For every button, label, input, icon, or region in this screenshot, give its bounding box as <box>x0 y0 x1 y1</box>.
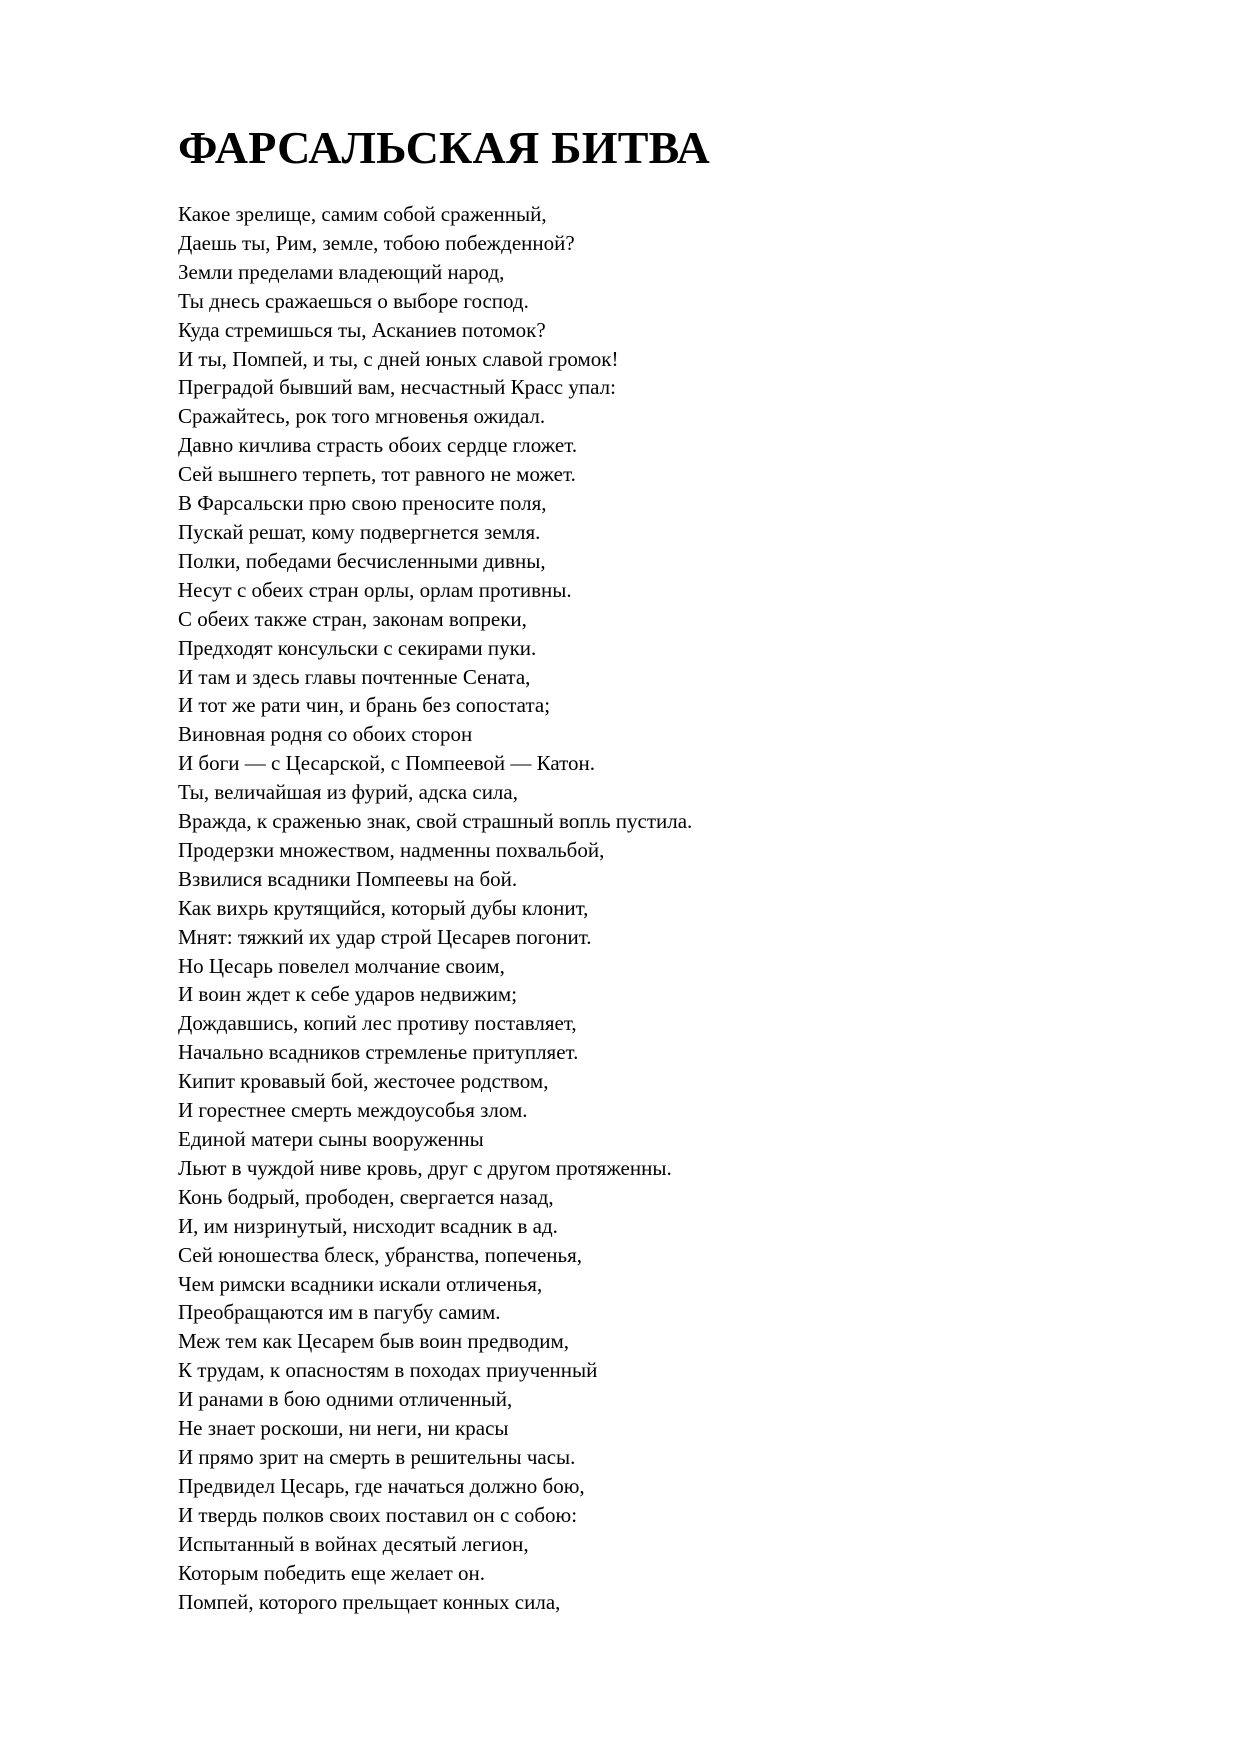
verse-line: Сражайтесь, рок того мгновенья ожидал. <box>178 404 546 429</box>
verse-line: Вражда, к сраженью знак, свой страшный вопль пустила. <box>178 809 693 834</box>
verse-line: Несут с обеих стран орлы, орлам противны. <box>178 577 572 602</box>
verse-line: Преградой бывший вам, несчастный Красс упал: <box>178 375 616 400</box>
verse-line: Конь бодрый, прободен, свергается назад, <box>178 1184 554 1209</box>
verse-line: Начально всадников стремленье притупляет. <box>178 1040 579 1065</box>
verse-line: Преобращаются им в пагубу самим. <box>178 1300 501 1325</box>
verse-line: Как вихрь крутящийся, который дубы клонит, <box>178 895 589 920</box>
poem-body <box>178 200 1178 1616</box>
verse-line: Кипит кровавый бой, жесточее родством, <box>178 1069 549 1094</box>
verse-line: Виновная родня со обоих сторон <box>178 722 473 747</box>
verse-line: Какое зрелище, самим собой сраженный, <box>178 202 547 226</box>
verse-line: И ты, Помпей, и ты, с дней юных славой громок! <box>178 346 619 371</box>
verse-line: Льют в чуждой ниве кровь, друг с другом протяженны. <box>178 1155 672 1180</box>
verse-line: Меж тем как Цесарем быв воин предводим, <box>178 1329 569 1354</box>
verse-line: В Фарсальски прю свою преносите поля, <box>178 491 547 516</box>
verse-line: Сей юношества блеск, убранства, попеченья, <box>178 1242 583 1267</box>
poem-title: ФАРСАЛЬСКАЯ БИТВА <box>178 122 710 173</box>
verse-line: Мнят: тяжкий их удар строй Цесарев погонит. <box>178 924 592 949</box>
verse-line: Ты днесь сражаешься о выборе господ. <box>178 288 529 313</box>
verse-line: Давно кичлива страсть обоих сердце гложет. <box>178 433 578 458</box>
verse-line: Сей вышнего терпеть, тот равного не может. <box>178 462 576 487</box>
verse-line: Помпей, которого прельщает конных сила, <box>178 1589 561 1614</box>
verse-line: И воин ждет к себе ударов недвижим; <box>178 982 518 1007</box>
verse-line: Не знает роскоши, ни неги, ни красы <box>178 1416 509 1441</box>
verse-line: Взвилися всадники Помпеевы на бой. <box>178 866 518 891</box>
verse-line: И ранами в бою одними отличенный, <box>178 1387 513 1412</box>
document-page <box>178 120 1178 1616</box>
verse-line: И, им низринутый, нисходит всадник в ад. <box>178 1213 558 1238</box>
verse-line: Предвидел Цесарь, где начаться должно бою, <box>178 1473 585 1498</box>
verse-line: С обеих также стран, законам вопреки, <box>178 606 527 631</box>
verse-line: И прямо зрит на смерть в решительны часы. <box>178 1444 576 1469</box>
verse-line: И тот же рати чин, и брань без сопостата; <box>178 693 551 718</box>
verse-line: Продерзки множеством, надменны похвальбой, <box>178 837 605 862</box>
verse-line: И горестнее смерть междоусобья злом. <box>178 1098 528 1123</box>
verse-line: Испытанный в войнах десятый легион, <box>178 1531 529 1556</box>
verse-line: И твердь полков своих поставил он с собою: <box>178 1502 578 1527</box>
verse-line: Но Цесарь повелел молчание своим, <box>178 953 505 978</box>
verse-line: Даешь ты, Рим, земле, тобою побежденной? <box>178 230 575 255</box>
verse-line: Дождавшись, копий лес противу поставляет, <box>178 1011 577 1036</box>
verse-line: Которым победить еще желает он. <box>178 1560 486 1585</box>
verse-line: Пускай решат, кому подвергнется земля. <box>178 519 541 544</box>
verse-line: К трудам, к опасностям в походах приученный <box>178 1358 598 1383</box>
verse-line: Ты, величайшая из фурий, адска сила, <box>178 780 518 805</box>
verse-line: Куда стремишься ты, Асканиев потомок? <box>178 317 546 342</box>
verse-line: Единой матери сыны вооруженны <box>178 1127 484 1151</box>
verse-line: Предходят консульски с секирами пуки. <box>178 635 537 660</box>
verse-line: Земли пределами владеющий народ, <box>178 259 505 284</box>
verse-line: Чем римски всадники искали отличенья, <box>178 1271 543 1296</box>
verse-line: И боги — с Цесарской, с Помпеевой — Катон. <box>178 751 596 776</box>
verse-line: И там и здесь главы почтенные Сената, <box>178 664 531 689</box>
verse-line: Полки, победами бесчисленными дивны, <box>178 548 546 573</box>
